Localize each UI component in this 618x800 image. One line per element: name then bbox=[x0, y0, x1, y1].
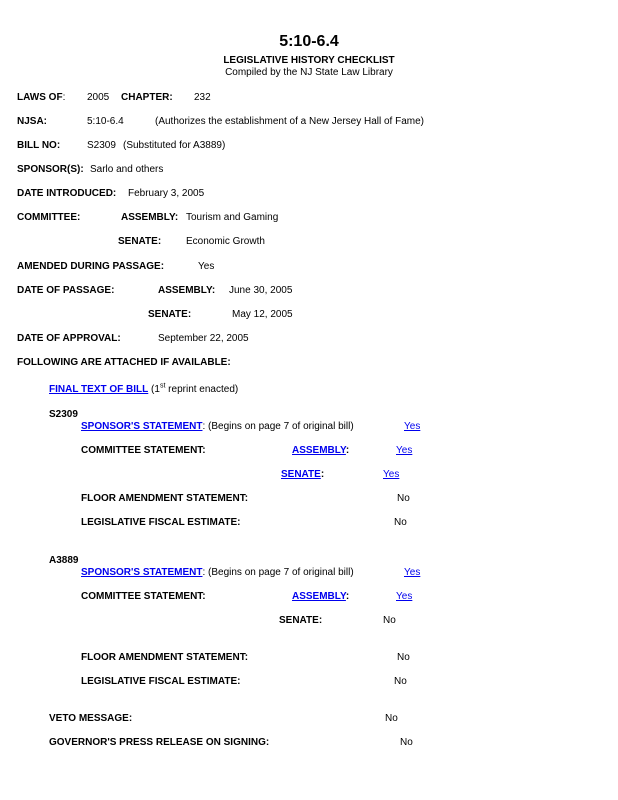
date-of-approval-value: September 22, 2005 bbox=[158, 333, 249, 344]
s2309-sponsor-value-link[interactable]: Yes bbox=[404, 421, 421, 432]
final-text-rest: reprint enacted) bbox=[165, 384, 239, 395]
bill-no-value: S2309 bbox=[87, 140, 116, 151]
a3889-floor-label: FLOOR AMENDMENT STATEMENT: bbox=[81, 652, 249, 663]
a3889-assembly-link[interactable]: ASSEMBLY bbox=[292, 591, 346, 602]
a3889-fiscal-value: No bbox=[394, 676, 407, 687]
s2309-sponsor-statement-link[interactable]: SPONSOR'S STATEMENT bbox=[81, 421, 203, 432]
s2309-assembly-link[interactable]: ASSEMBLY bbox=[292, 445, 346, 456]
laws-of-value: 2005 bbox=[87, 92, 110, 103]
compiled-by: Compiled by the NJ State Law Library bbox=[225, 67, 393, 78]
a3889-sponsor-value-link[interactable]: Yes bbox=[404, 567, 421, 578]
laws-of-row bbox=[17, 92, 65, 104]
a3889-fiscal-label: LEGISLATIVE FISCAL ESTIMATE: bbox=[81, 676, 241, 687]
s2309-senate-value-link[interactable]: Yes bbox=[383, 469, 400, 480]
a3889-committee-label: COMMITTEE STATEMENT: bbox=[81, 591, 206, 602]
a3889-assembly-colon: : bbox=[345, 591, 350, 602]
s2309-floor-label: FLOOR AMENDMENT STATEMENT: bbox=[81, 493, 249, 504]
a3889-assembly-row bbox=[292, 591, 349, 603]
attached-heading: FOLLOWING ARE ATTACHED IF AVAILABLE: bbox=[17, 357, 231, 368]
page-subtitle: LEGISLATIVE HISTORY CHECKLIST bbox=[223, 55, 395, 66]
s2309-sponsor-row bbox=[81, 421, 354, 433]
amended-value: Yes bbox=[198, 261, 215, 272]
a3889-floor-value: No bbox=[397, 652, 410, 663]
laws-of-label: LAWS OF bbox=[17, 92, 63, 103]
bill-no-note: (Substituted for A3889) bbox=[123, 140, 226, 151]
final-text-row bbox=[49, 384, 238, 396]
s2309-assembly-colon: : bbox=[345, 445, 350, 456]
final-text-link[interactable]: FINAL TEXT OF BILL bbox=[49, 384, 149, 395]
s2309-senate-link[interactable]: SENATE bbox=[281, 469, 321, 480]
date-introduced-label: DATE INTRODUCED: bbox=[17, 188, 117, 199]
committee-assembly-label: ASSEMBLY: bbox=[121, 212, 179, 223]
njsa-label: NJSA: bbox=[17, 116, 48, 127]
committee-label: COMMITTEE: bbox=[17, 212, 81, 223]
s2309-sponsor-note: : (Begins on page 7 of original bill) bbox=[202, 421, 354, 432]
veto-value: No bbox=[385, 713, 398, 724]
committee-senate-value: Economic Growth bbox=[186, 236, 265, 247]
final-text-paren: (1 bbox=[151, 384, 160, 395]
veto-label: VETO MESSAGE: bbox=[49, 713, 133, 724]
a3889-senate-value: No bbox=[383, 615, 396, 626]
final-text-sup: st bbox=[159, 382, 166, 390]
passage-assembly-value: June 30, 2005 bbox=[229, 285, 293, 296]
passage-senate-label: SENATE: bbox=[148, 309, 192, 320]
sponsors-label: SPONSOR(S): bbox=[17, 164, 84, 175]
s2309-assembly-row bbox=[292, 445, 349, 457]
a3889-senate-label: SENATE: bbox=[279, 615, 323, 626]
date-of-passage-label: DATE OF PASSAGE: bbox=[17, 285, 115, 296]
s2309-bill-label: S2309 bbox=[49, 409, 78, 420]
page-title: 5:10-6.4 bbox=[279, 33, 339, 50]
committee-senate-label: SENATE: bbox=[118, 236, 162, 247]
amended-label: AMENDED DURING PASSAGE: bbox=[17, 261, 165, 272]
date-of-approval-label: DATE OF APPROVAL: bbox=[17, 333, 121, 344]
governor-press-release-label: GOVERNOR'S PRESS RELEASE ON SIGNING: bbox=[49, 737, 270, 748]
governor-press-release-value: No bbox=[400, 737, 413, 748]
chapter-value: 232 bbox=[194, 92, 211, 103]
s2309-floor-value: No bbox=[397, 493, 410, 504]
passage-assembly-label: ASSEMBLY: bbox=[158, 285, 216, 296]
a3889-assembly-value-link[interactable]: Yes bbox=[396, 591, 413, 602]
s2309-fiscal-value: No bbox=[394, 517, 407, 528]
s2309-fiscal-label: LEGISLATIVE FISCAL ESTIMATE: bbox=[81, 517, 241, 528]
chapter-label: CHAPTER: bbox=[121, 92, 173, 103]
bill-no-label: BILL NO: bbox=[17, 140, 61, 151]
laws-of-colon: : bbox=[62, 92, 66, 103]
a3889-bill-label: A3889 bbox=[49, 555, 79, 566]
njsa-value: 5:10-6.4 bbox=[87, 116, 124, 127]
s2309-assembly-value-link[interactable]: Yes bbox=[396, 445, 413, 456]
s2309-senate-colon: : bbox=[320, 469, 325, 480]
s2309-senate-row bbox=[281, 469, 324, 481]
passage-senate-value: May 12, 2005 bbox=[232, 309, 293, 320]
s2309-committee-label: COMMITTEE STATEMENT: bbox=[81, 445, 206, 456]
a3889-sponsor-statement-link[interactable]: SPONSOR'S STATEMENT bbox=[81, 567, 203, 578]
committee-assembly-value: Tourism and Gaming bbox=[186, 212, 279, 223]
a3889-sponsor-note: : (Begins on page 7 of original bill) bbox=[202, 567, 354, 578]
njsa-description: (Authorizes the establishment of a New Jersey Hall of Fame) bbox=[155, 116, 424, 127]
a3889-sponsor-row bbox=[81, 567, 354, 579]
sponsors-value: Sarlo and others bbox=[90, 164, 164, 175]
date-introduced-value: February 3, 2005 bbox=[128, 188, 205, 199]
